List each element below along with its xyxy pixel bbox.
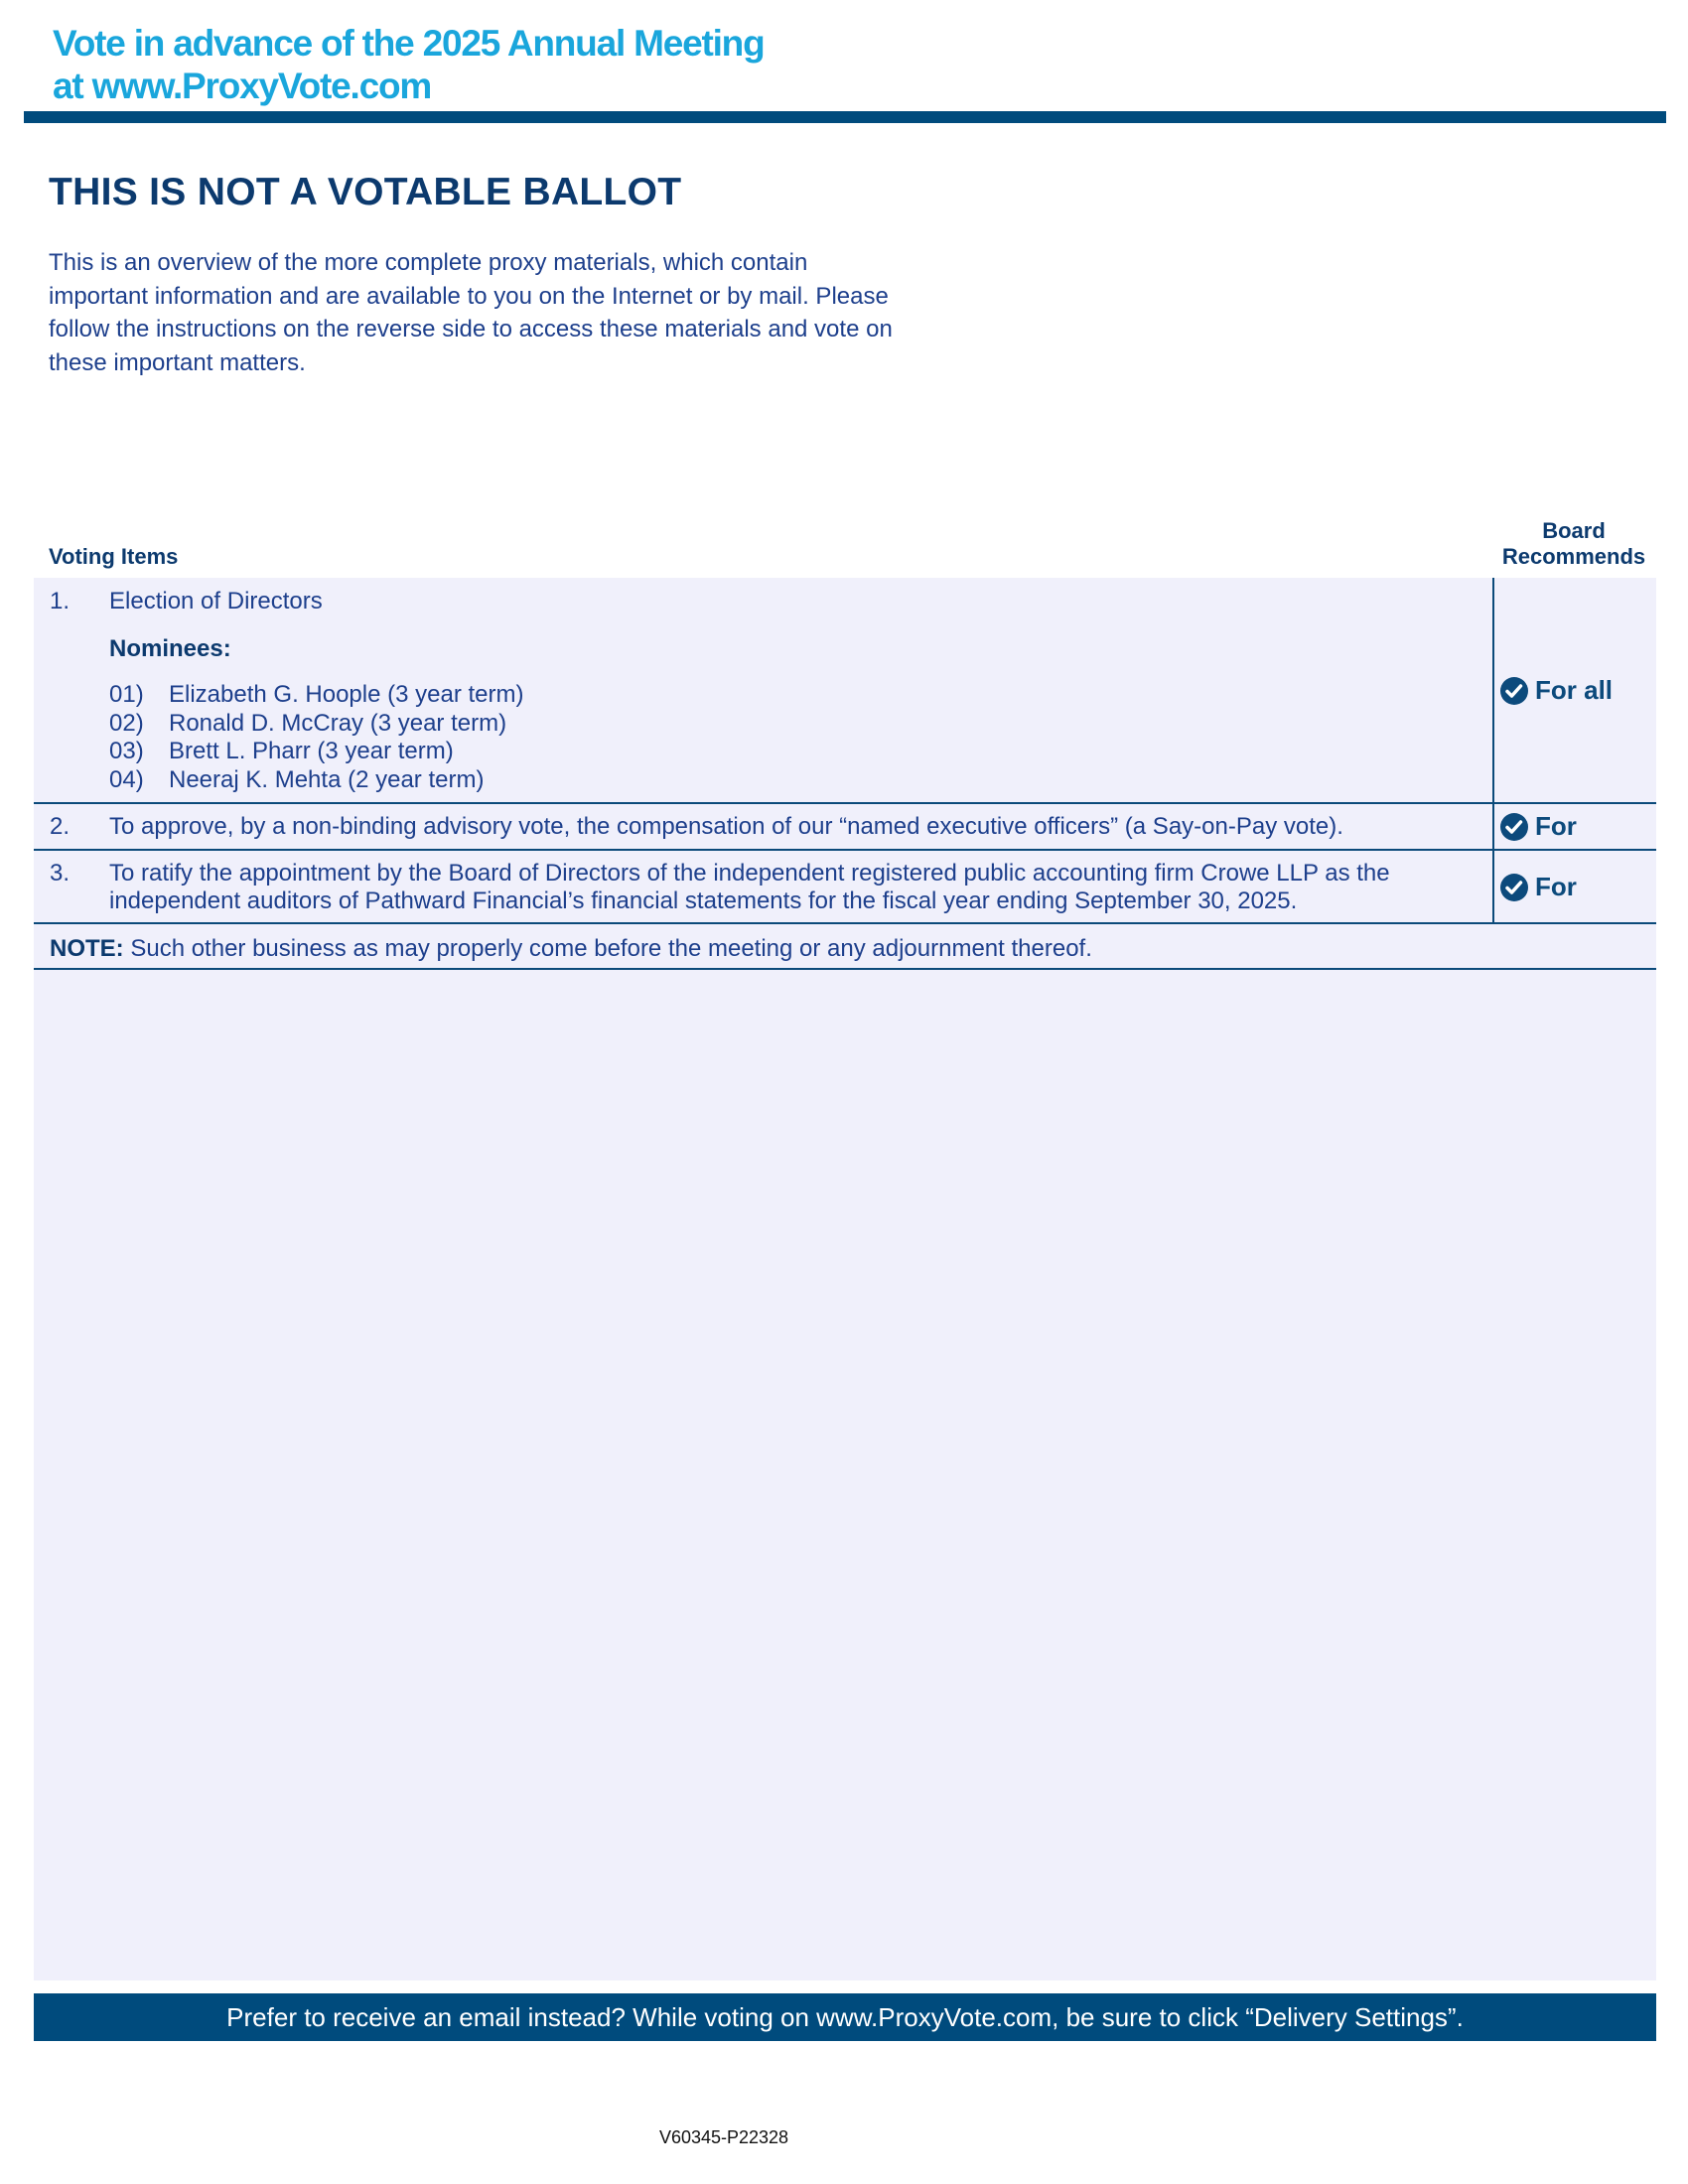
item-text: To approve, by a non-binding advisory vote, the compensation of our “named executive officers” (a Say-on-Pay vote). (109, 813, 1343, 840)
check-circle-icon (1499, 812, 1529, 842)
nominee-number: 02) (109, 709, 144, 737)
check-circle-icon (1499, 676, 1529, 706)
title-line-1: Vote in advance of the 2025 Annual Meeting (53, 23, 765, 64)
nominee-name: Neeraj K. Mehta (2 year term) (169, 765, 485, 793)
email-delivery-banner (34, 1993, 1656, 2041)
item-text: Election of Directors (109, 588, 323, 614)
row-divider (34, 922, 1656, 924)
note (50, 935, 1092, 963)
nominee-list (109, 681, 523, 794)
board-recommends-line2: Recommends (1501, 544, 1646, 569)
header-divider (24, 111, 1666, 123)
title-line-2: at www.ProxyVote.com (53, 66, 432, 106)
recommendation-label: For (1535, 811, 1577, 841)
nominees-label: Nominees: (109, 635, 231, 662)
document-code: V60345-P22328 (658, 2127, 789, 2147)
nominee-number: 03) (109, 738, 144, 764)
intro-paragraph: This is an overview of the more complete proxy materials, which contain important information and are available to you on the Internet or by mail. Please follow the instructions on the reverse side to access these materials and vote on these important matters. (49, 249, 893, 376)
check-circle-icon (1499, 873, 1529, 902)
board-recommends-header (1489, 518, 1658, 570)
row-divider (34, 849, 1656, 851)
list-item (109, 681, 523, 710)
nominee-number: 01) (109, 681, 144, 708)
row-divider (34, 968, 1656, 970)
nominee-number: 04) (109, 765, 144, 793)
item-text: To ratify the appointment by the Board of Directors of the independent registered public accounting firm Crowe LLP as the independent auditors of Pathward Financial’s financial statements for the fiscal year ending September 30, 2025. (109, 860, 1390, 914)
header-title (53, 22, 764, 107)
list-item (109, 738, 523, 766)
nominee-name: Brett L. Pharr (3 year term) (169, 738, 454, 764)
item-number: 3. (50, 860, 70, 887)
banner-text: Prefer to receive an email instead? While voting on www.ProxyVote.com, be sure to click “Delivery Settings”. (226, 2001, 1464, 2032)
list-item (109, 766, 523, 795)
recommendation-label: For all (1535, 675, 1614, 705)
nominee-name: Elizabeth G. Hoople (3 year term) (169, 681, 524, 708)
note-label: NOTE: (50, 935, 124, 962)
board-recommends-line1: Board (1542, 518, 1606, 543)
recommendation-2 (1499, 811, 1577, 842)
item-number: 1. (50, 588, 70, 614)
note-text: Such other business as may properly come before the meeting or any adjournment thereof. (123, 935, 1092, 962)
row-divider (34, 802, 1656, 804)
item-number: 2. (50, 813, 70, 840)
column-divider (1492, 578, 1494, 923)
list-item (109, 710, 523, 739)
nominee-name: Ronald D. McCray (3 year term) (169, 709, 507, 737)
voting-items-header: Voting Items (49, 544, 179, 569)
recommendation-1 (1499, 675, 1613, 706)
page-heading: THIS IS NOT A VOTABLE BALLOT (49, 171, 682, 213)
recommendation-label: For (1535, 872, 1577, 901)
recommendation-3 (1499, 872, 1577, 902)
